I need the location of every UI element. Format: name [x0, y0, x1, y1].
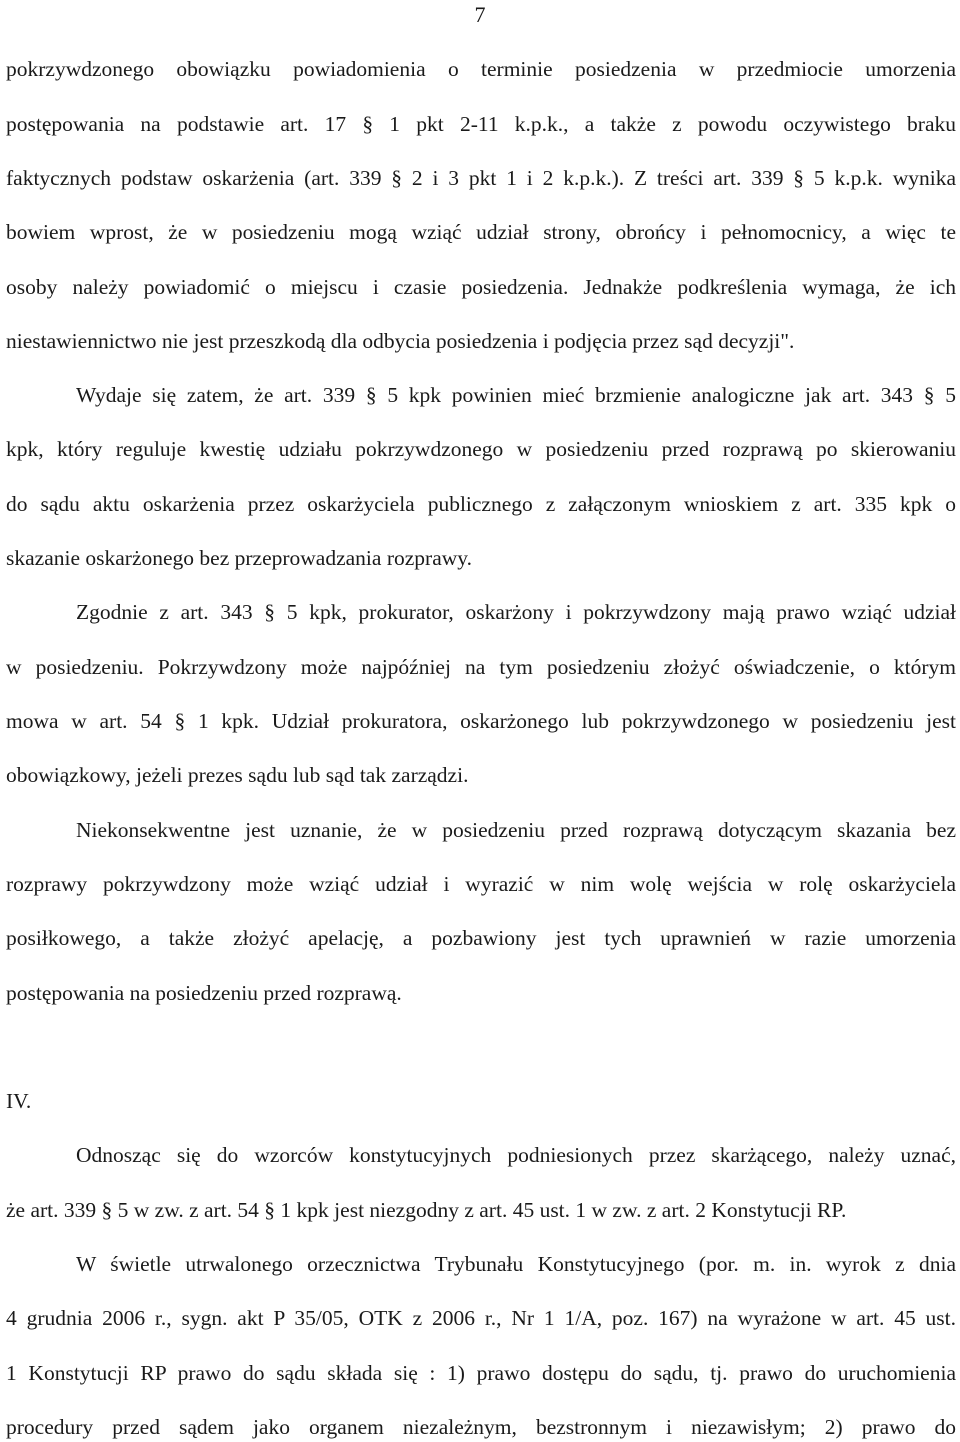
text-line: kpk, który reguluje kwestię udziału pokrzywdzonego w posiedzeniu przed rozprawą po skierowaniu	[6, 437, 956, 461]
text-line: Zgodnie z art. 343 § 5 kpk, prokurator, oskarżony i pokrzywdzony mają prawo wziąć udział	[76, 600, 956, 624]
text-line: 4 grudnia 2006 r., sygn. akt P 35/05, OTK z 2006 r., Nr 1 1/A, poz. 167) na wyrażone w art. 45 ust.	[6, 1306, 956, 1330]
text-line: Wydaje się zatem, że art. 339 § 5 kpk powinien mieć brzmienie analogiczne jak art. 343 § 5	[76, 383, 956, 407]
text-line: obowiązkowy, jeżeli prezes sądu lub sąd tak zarządzi.	[6, 763, 469, 787]
text-line: faktycznych podstaw oskarżenia (art. 339 § 2 i 3 pkt 1 i 2 k.p.k.). Z treści art. 339 § 5 k.p.k. wynika	[6, 166, 956, 190]
text-line: do sądu aktu oskarżenia przez oskarżyciela publicznego z załączonym wnioskiem z art. 335 kpk o	[6, 492, 956, 516]
text-line: że art. 339 § 5 w zw. z art. 54 § 1 kpk jest niezgodny z art. 45 ust. 1 w zw. z art. 2 Konstytucji RP.	[6, 1198, 847, 1222]
text-line: procedury przed sądem jako organem niezależnym, bezstronnym i niezawisłym; 2) prawo do	[6, 1415, 956, 1439]
text-line: Niekonsekwentne jest uznanie, że w posiedzeniu przed rozprawą dotyczącym skazania bez	[76, 818, 956, 842]
text-line: postępowania na podstawie art. 17 § 1 pkt 2-11 k.p.k., a także z powodu oczywistego braku	[6, 112, 956, 136]
text-line: mowa w art. 54 § 1 kpk. Udział prokuratora, oskarżonego lub pokrzywdzonego w posiedzeniu jest	[6, 709, 956, 733]
text-line: W świetle utrwalonego orzecznictwa Trybunału Konstytucyjnego (por. m. in. wyrok z dnia	[76, 1252, 956, 1276]
text-line: skazanie oskarżonego bez przeprowadzania rozprawy.	[6, 546, 472, 570]
text-line: Odnosząc się do wzorców konstytucyjnych podniesionych przez skarżącego, należy uznać,	[76, 1143, 956, 1167]
text-line: rozprawy pokrzywdzony może wziąć udział i wyrazić w nim wolę wejścia w rolę oskarżyciela	[6, 872, 956, 896]
text-line: postępowania na posiedzeniu przed rozprawą.	[6, 981, 402, 1005]
text-line: pokrzywdzonego obowiązku powiadomienia o terminie posiedzenia w przedmiocie umorzenia	[6, 57, 956, 81]
text-line: w posiedzeniu. Pokrzywdzony może najpóźniej na tym posiedzeniu złożyć oświadczenie, o którym	[6, 655, 956, 679]
text-line: 1 Konstytucji RP prawo do sądu składa się : 1) prawo dostępu do sądu, tj. prawo do uruchomienia	[6, 1361, 956, 1385]
text-line: osoby należy powiadomić o miejscu i czasie posiedzenia. Jednakże podkreślenia wymaga, że ich	[6, 275, 956, 299]
text-line: niestawiennictwo nie jest przeszkodą dla odbycia posiedzenia i podjęcia przez sąd decyzji".	[6, 329, 795, 353]
section-heading: IV.	[6, 1089, 32, 1113]
text-line: bowiem wprost, że w posiedzeniu mogą wziąć udział strony, obrońcy i pełnomocnicy, a więc te	[6, 220, 956, 244]
page-number: 7	[474, 2, 486, 27]
text-line: posiłkowego, a także złożyć apelację, a pozbawiony jest tych uprawnień w razie umorzenia	[6, 926, 956, 950]
